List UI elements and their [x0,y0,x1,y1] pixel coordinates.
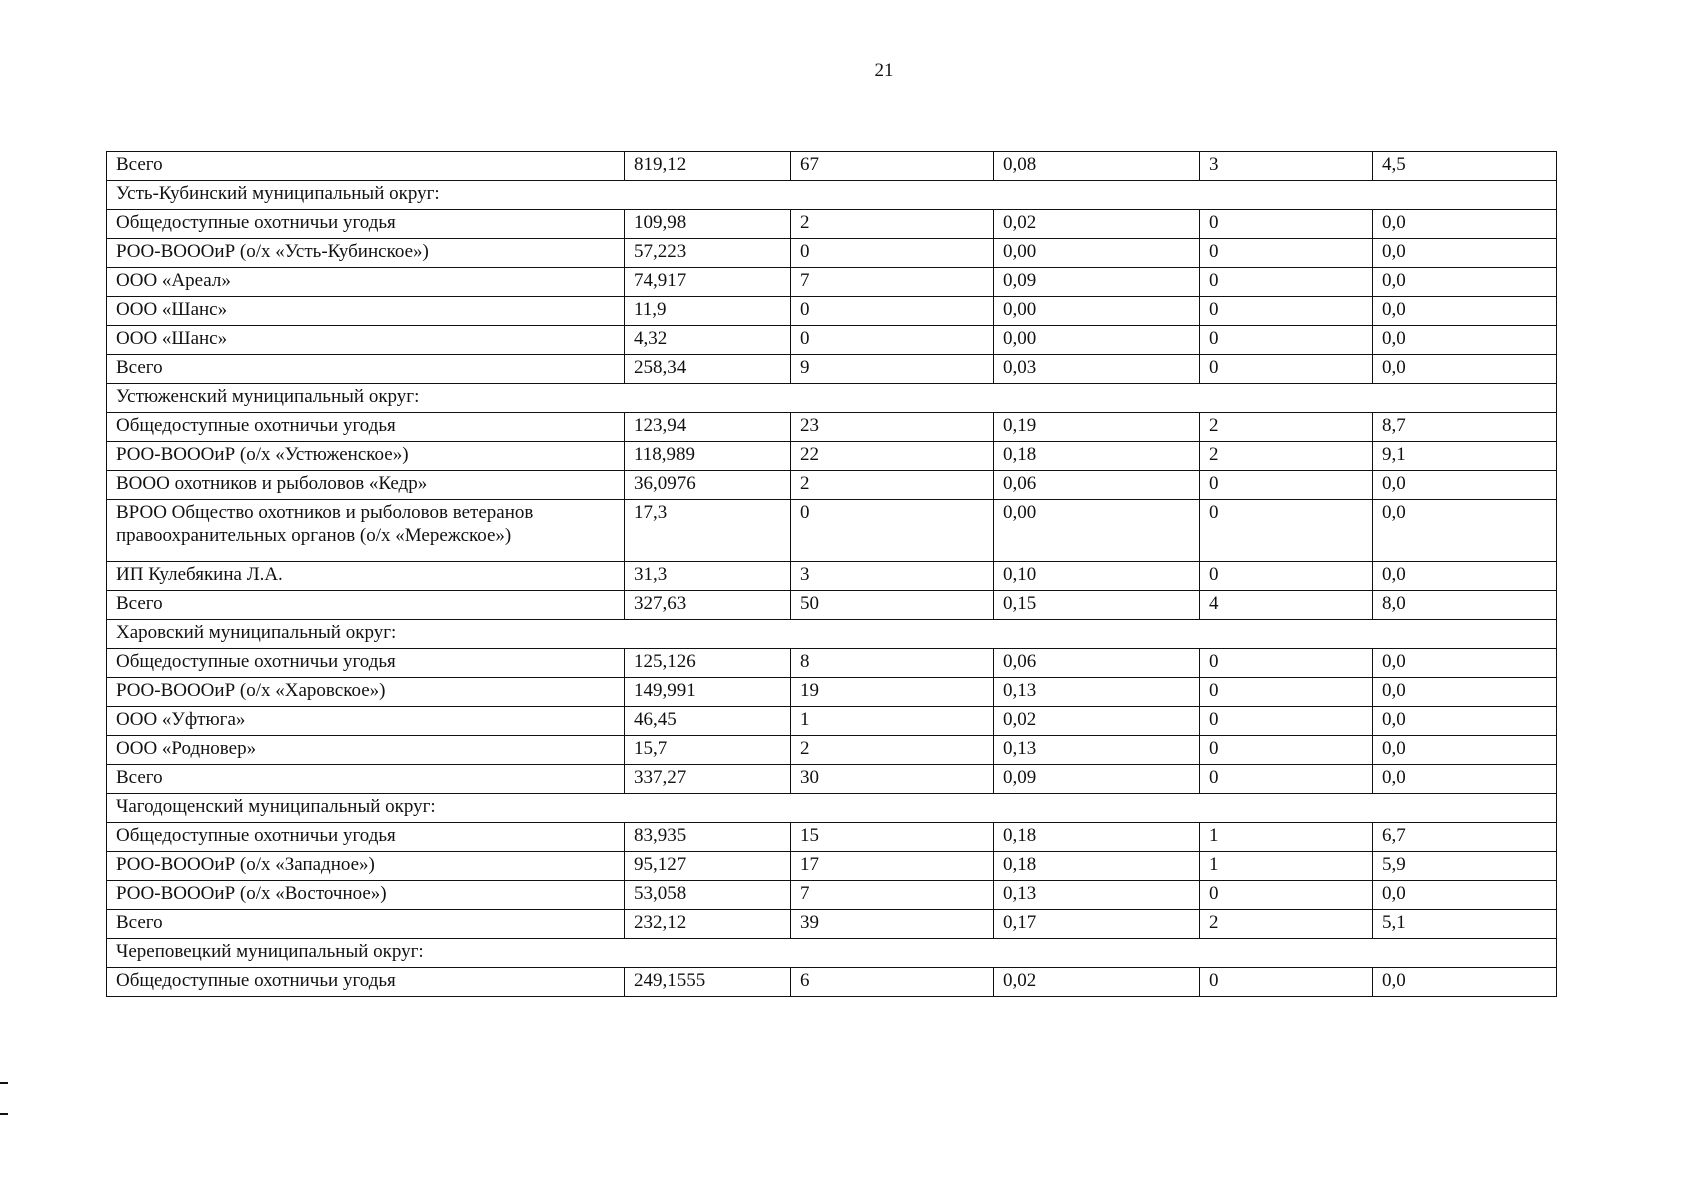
cell-name: РОО-ВОООиР (о/х «Усть-Кубинское») [107,239,625,268]
cell-percent: 5,9 [1373,852,1557,881]
cell-harvest: 0 [1200,649,1373,678]
table-row [107,326,1557,355]
cell-harvest: 0 [1200,210,1373,239]
table-row [107,823,1557,852]
cell-percent: 0,0 [1373,707,1557,736]
cell-area: 15,7 [625,736,791,765]
cell-name: ООО «Шанс» [107,297,625,326]
section-title: Усть-Кубинский муниципальный округ: [107,181,1557,210]
cell-area: 337,27 [625,765,791,794]
cell-harvest: 3 [1200,152,1373,181]
cell-count: 8 [791,649,994,678]
cell-percent: 0,0 [1373,355,1557,384]
cell-count: 3 [791,562,994,591]
cell-harvest: 0 [1200,500,1373,562]
cell-density: 0,03 [994,355,1200,384]
table-row [107,968,1557,997]
table-row [107,471,1557,500]
cell-density: 0,02 [994,210,1200,239]
cell-name: Общедоступные охотничьи угодья [107,649,625,678]
cell-count: 39 [791,910,994,939]
cell-density: 0,13 [994,736,1200,765]
table-row [107,413,1557,442]
cell-area: 46,45 [625,707,791,736]
cell-percent: 0,0 [1373,471,1557,500]
cell-harvest: 2 [1200,413,1373,442]
cell-name: ООО «Родновер» [107,736,625,765]
cell-area: 17,3 [625,500,791,562]
cell-harvest: 0 [1200,765,1373,794]
cell-count: 1 [791,707,994,736]
cell-count: 2 [791,210,994,239]
cell-name: Общедоступные охотничьи угодья [107,210,625,239]
cell-count: 0 [791,500,994,562]
cell-percent: 4,5 [1373,152,1557,181]
cell-harvest: 0 [1200,968,1373,997]
cell-name: РОО-ВОООиР (о/х «Западное») [107,852,625,881]
section-row [107,794,1557,823]
table-row [107,649,1557,678]
section-title: Чагодощенский муниципальный округ: [107,794,1557,823]
cell-area: 123,94 [625,413,791,442]
table-row [107,297,1557,326]
section-row [107,384,1557,413]
cell-percent: 0,0 [1373,649,1557,678]
section-title: Харовский муниципальный округ: [107,620,1557,649]
cell-area: 125,126 [625,649,791,678]
cell-density: 0,00 [994,326,1200,355]
cell-area: 36,0976 [625,471,791,500]
table-row [107,442,1557,471]
cell-harvest: 0 [1200,326,1373,355]
cell-harvest: 2 [1200,442,1373,471]
cell-percent: 0,0 [1373,297,1557,326]
cell-area: 74,917 [625,268,791,297]
cell-name: Общедоступные охотничьи угодья [107,968,625,997]
table-row [107,910,1557,939]
cell-harvest: 0 [1200,562,1373,591]
cell-harvest: 0 [1200,707,1373,736]
table-row [107,500,1557,562]
cell-name: ВРОО Общество охотников и рыболовов ветеранов правоохранительных органов (о/х «Мережское») [107,500,625,562]
table-row [107,881,1557,910]
cell-count: 0 [791,239,994,268]
cell-density: 0,09 [994,268,1200,297]
cell-percent: 5,1 [1373,910,1557,939]
cell-density: 0,18 [994,852,1200,881]
table-row [107,152,1557,181]
cell-percent: 0,0 [1373,500,1557,562]
cell-area: 118,989 [625,442,791,471]
table-row [107,678,1557,707]
table-body [107,152,1557,997]
cell-percent: 0,0 [1373,326,1557,355]
cell-density: 0,08 [994,152,1200,181]
cell-count: 23 [791,413,994,442]
cell-area: 327,63 [625,591,791,620]
table-row [107,852,1557,881]
cell-density: 0,19 [994,413,1200,442]
cell-density: 0,06 [994,649,1200,678]
cell-area: 11,9 [625,297,791,326]
hunting-grounds-table [106,151,1557,997]
table-row [107,210,1557,239]
cell-name: ООО «Ареал» [107,268,625,297]
cell-harvest: 0 [1200,239,1373,268]
cell-area: 819,12 [625,152,791,181]
cell-count: 7 [791,881,994,910]
cell-area: 83,935 [625,823,791,852]
cell-area: 4,32 [625,326,791,355]
cell-area: 109,98 [625,210,791,239]
cell-name: РОО-ВОООиР (о/х «Восточное») [107,881,625,910]
table-row [107,239,1557,268]
cell-area: 249,1555 [625,968,791,997]
cell-name: Всего [107,910,625,939]
table-row [107,707,1557,736]
cell-density: 0,13 [994,678,1200,707]
cell-percent: 8,7 [1373,413,1557,442]
cell-percent: 9,1 [1373,442,1557,471]
cell-count: 0 [791,297,994,326]
cell-density: 0,09 [994,765,1200,794]
cell-area: 149,991 [625,678,791,707]
cell-count: 30 [791,765,994,794]
section-title: Череповецкий муниципальный округ: [107,939,1557,968]
cell-harvest: 0 [1200,736,1373,765]
cell-count: 7 [791,268,994,297]
cell-harvest: 0 [1200,881,1373,910]
table-row [107,765,1557,794]
cell-density: 0,02 [994,968,1200,997]
cell-area: 31,3 [625,562,791,591]
page-number: 21 [874,60,894,81]
cell-name: Всего [107,765,625,794]
cell-area: 232,12 [625,910,791,939]
cell-count: 6 [791,968,994,997]
cell-percent: 6,7 [1373,823,1557,852]
cell-percent: 0,0 [1373,678,1557,707]
cell-percent: 0,0 [1373,736,1557,765]
cell-name: ИП Кулебякина Л.А. [107,562,625,591]
cell-density: 0,15 [994,591,1200,620]
cell-harvest: 1 [1200,823,1373,852]
cell-name: Всего [107,591,625,620]
cell-name: Всего [107,152,625,181]
cell-density: 0,00 [994,500,1200,562]
cell-harvest: 0 [1200,678,1373,707]
cell-name: РОО-ВОООиР (о/х «Харовское») [107,678,625,707]
section-row [107,181,1557,210]
section-row [107,939,1557,968]
cell-harvest: 4 [1200,591,1373,620]
cell-density: 0,06 [994,471,1200,500]
cell-density: 0,17 [994,910,1200,939]
cell-percent: 0,0 [1373,881,1557,910]
cell-density: 0,00 [994,297,1200,326]
cell-count: 15 [791,823,994,852]
cell-percent: 0,0 [1373,268,1557,297]
cell-density: 0,00 [994,239,1200,268]
cell-count: 2 [791,736,994,765]
cell-area: 53,058 [625,881,791,910]
cell-name: Всего [107,355,625,384]
cell-density: 0,13 [994,881,1200,910]
cell-percent: 0,0 [1373,239,1557,268]
cell-area: 258,34 [625,355,791,384]
cell-count: 67 [791,152,994,181]
cell-percent: 0,0 [1373,968,1557,997]
cell-percent: 0,0 [1373,562,1557,591]
cell-count: 22 [791,442,994,471]
margin-mark [0,1113,8,1115]
cell-percent: 8,0 [1373,591,1557,620]
cell-count: 19 [791,678,994,707]
cell-name: ВООО охотников и рыболовов «Кедр» [107,471,625,500]
table-row [107,591,1557,620]
cell-harvest: 1 [1200,852,1373,881]
cell-count: 2 [791,471,994,500]
cell-harvest: 0 [1200,471,1373,500]
cell-density: 0,10 [994,562,1200,591]
cell-count: 0 [791,326,994,355]
cell-name: РОО-ВОООиР (о/х «Устюженское») [107,442,625,471]
section-title: Устюженский муниципальный округ: [107,384,1557,413]
cell-harvest: 0 [1200,268,1373,297]
cell-harvest: 2 [1200,910,1373,939]
cell-name: Общедоступные охотничьи угодья [107,823,625,852]
cell-density: 0,18 [994,823,1200,852]
cell-name: ООО «Уфтюга» [107,707,625,736]
cell-percent: 0,0 [1373,210,1557,239]
cell-area: 95,127 [625,852,791,881]
cell-count: 9 [791,355,994,384]
cell-count: 17 [791,852,994,881]
cell-density: 0,02 [994,707,1200,736]
cell-density: 0,18 [994,442,1200,471]
cell-area: 57,223 [625,239,791,268]
cell-harvest: 0 [1200,355,1373,384]
cell-name: Общедоступные охотничьи угодья [107,413,625,442]
cell-harvest: 0 [1200,297,1373,326]
cell-percent: 0,0 [1373,765,1557,794]
table-row [107,355,1557,384]
table-row [107,562,1557,591]
cell-name: ООО «Шанс» [107,326,625,355]
margin-mark [0,1082,8,1084]
cell-count: 50 [791,591,994,620]
section-row [107,620,1557,649]
table-row [107,736,1557,765]
table-row [107,268,1557,297]
